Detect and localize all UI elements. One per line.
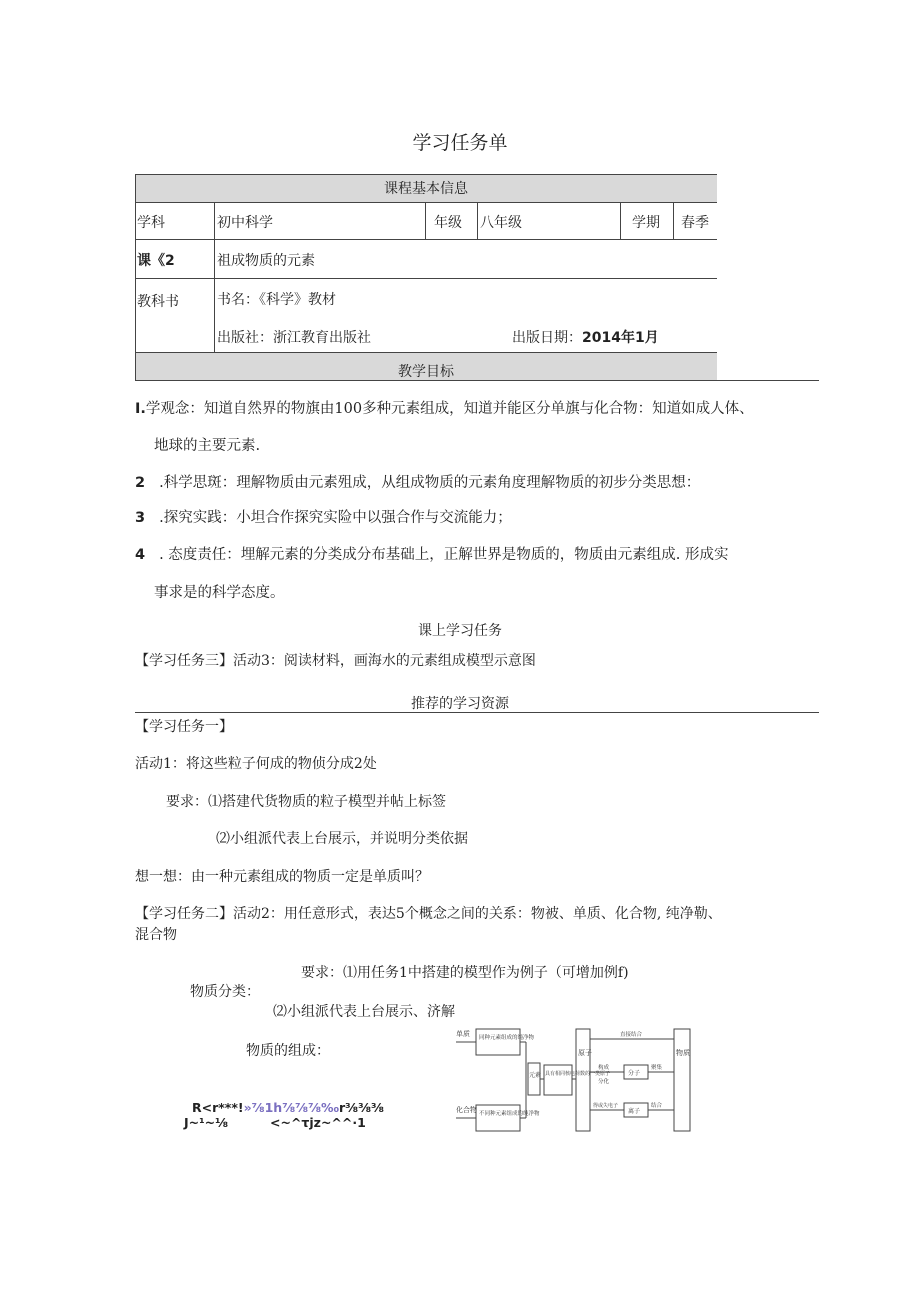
- task2-cont: 混合物: [135, 927, 177, 943]
- box-diff-element: [476, 1105, 520, 1131]
- objective-4-num: 4: [135, 547, 146, 563]
- objective-1-num: I.: [135, 401, 146, 417]
- objective-2-text: .科学思斑：理解物质由元素殂成，从组成物质的元素角度理解物质的初步分类思想：: [159, 475, 701, 491]
- task2-text: 活动2：用任意形式，表达5个概念之间的关系：物被、单质、化合物, 纯净勒、: [233, 906, 722, 922]
- book-name: 书名：《科学》教材: [217, 292, 336, 308]
- composition-label: 物质的组成：: [246, 1043, 330, 1059]
- objective-2-num: 2: [135, 475, 146, 491]
- objective-4-text: . 态度责任：埋解元素的分类成分布基础上，正解世界是物质的，物质由元素组成. 形成实: [159, 547, 729, 563]
- section-header-objectives: 教学目标: [398, 364, 454, 380]
- textbook-label: 教科书: [137, 294, 179, 310]
- objective-3-num: 3: [135, 510, 146, 526]
- text-molecule: 分子: [628, 1070, 641, 1077]
- text-atom: 原子: [578, 1049, 592, 1057]
- pub-date-value: 2014年1月: [582, 330, 659, 346]
- think-question: 想一想：由一种元素组成的物质一定是单质叫？: [135, 869, 429, 885]
- box-element-desc: [544, 1065, 572, 1095]
- resources-header: 推荐的学习资源: [411, 696, 509, 712]
- text-direct-combine: 直接结合: [620, 1032, 643, 1038]
- box-same-element: [476, 1029, 520, 1055]
- requirement-3: 要求：⑴用任务1中搭建的模型作为例子（可增加例f): [301, 965, 629, 981]
- subject-value: 初中科学: [217, 215, 273, 231]
- classification-label: 物质分类：: [190, 984, 260, 1000]
- objective-2: [135, 471, 700, 492]
- activity1: 活动1：将这些粒子何成的物侦分成2处: [135, 756, 377, 772]
- publisher: 出版社：浙江教育出版社: [217, 330, 371, 346]
- text-matter: 物质: [676, 1049, 690, 1057]
- garbled-line-2b: <~^τjz~^^·1: [270, 1115, 366, 1130]
- garbled-1a: R<r***!: [192, 1100, 244, 1115]
- text-electron: 得或失电子: [593, 1103, 619, 1109]
- text-diff-element: 不同种元素组成的纯净物: [479, 1111, 540, 1117]
- task3-line: [135, 650, 536, 670]
- task1-label: 【学习任务一】: [135, 719, 233, 735]
- task2-label: 【学习任务二】: [135, 906, 233, 922]
- pub-date: [512, 327, 659, 347]
- box-element: [528, 1063, 540, 1095]
- objective-4-cont: 事求是的科学态度。: [154, 585, 285, 601]
- label-elementary: 单质: [456, 1030, 470, 1038]
- objective-1-cont: 地球的主要元素.: [154, 438, 261, 454]
- task2-line: [135, 903, 722, 923]
- label-compound: 化合物: [456, 1106, 477, 1114]
- diagram-svg: [452, 1025, 702, 1137]
- box-matter: [674, 1029, 690, 1131]
- section-header-course-info: 课程基本信息: [384, 181, 468, 197]
- objective-3-text: .探究实践：小坦合作探究实险中以强合作与交流能力；: [159, 510, 512, 526]
- requirement-1: 要求：⑴搭建代货物质的粒子模型并帖上标签: [166, 794, 446, 810]
- task3-text: 活动3：阅读材料，画海水的元素组成模型示意图: [233, 653, 536, 669]
- garbled-line-1: [192, 1100, 384, 1115]
- objective-3: [135, 506, 512, 527]
- class-tasks-header: 课上学习任务: [418, 623, 502, 639]
- pub-date-label: 出版日期：: [512, 330, 582, 346]
- subject-label: 学科: [137, 215, 165, 231]
- box-atom: [576, 1029, 590, 1131]
- composition-diagram: [452, 1025, 702, 1137]
- text-element: 元素: [529, 1072, 542, 1079]
- objective-4: [135, 543, 729, 564]
- lesson-label: 课《2: [137, 253, 175, 269]
- garbled-1b: »⅞1h⅞⅞⅞‰: [243, 1100, 340, 1115]
- text-element-desc: 具有相同核电荷数的一类原子: [545, 1071, 611, 1077]
- objective-1-text: 学观念：知道自然界的物旗由100多种元素组成，知道并能区分单旗与化合物：知道如成人体、: [145, 401, 754, 417]
- grade-value: 八年级: [480, 215, 522, 231]
- lesson-value: 祖成物质的元素: [217, 253, 315, 269]
- term-label: 学期: [632, 215, 660, 231]
- garbled-line-2a: J~¹~⅛: [184, 1115, 229, 1130]
- requirement-4: ⑵小组派代表上台展示、济解: [273, 1004, 455, 1020]
- text-compose: 构成: [598, 1065, 610, 1071]
- page-title: 学习任务单: [412, 132, 508, 154]
- garbled-1c: r⅜⅜⅜: [339, 1100, 384, 1115]
- term-value: 春季: [681, 215, 709, 231]
- grade-label: 年级: [434, 215, 462, 231]
- text-same-element: 同种元素组成的纯净物: [479, 1035, 535, 1041]
- requirement-2: ⑵小组派代表上台展示，并说明分类依据: [216, 831, 468, 847]
- text-combine: 结合: [651, 1103, 663, 1109]
- task3-label: 【学习任务三】: [135, 653, 233, 669]
- objective-1: [135, 397, 754, 418]
- text-aggregate: 聚集: [651, 1065, 663, 1071]
- text-split: 分化: [598, 1079, 610, 1085]
- text-ion: 离子: [628, 1108, 641, 1115]
